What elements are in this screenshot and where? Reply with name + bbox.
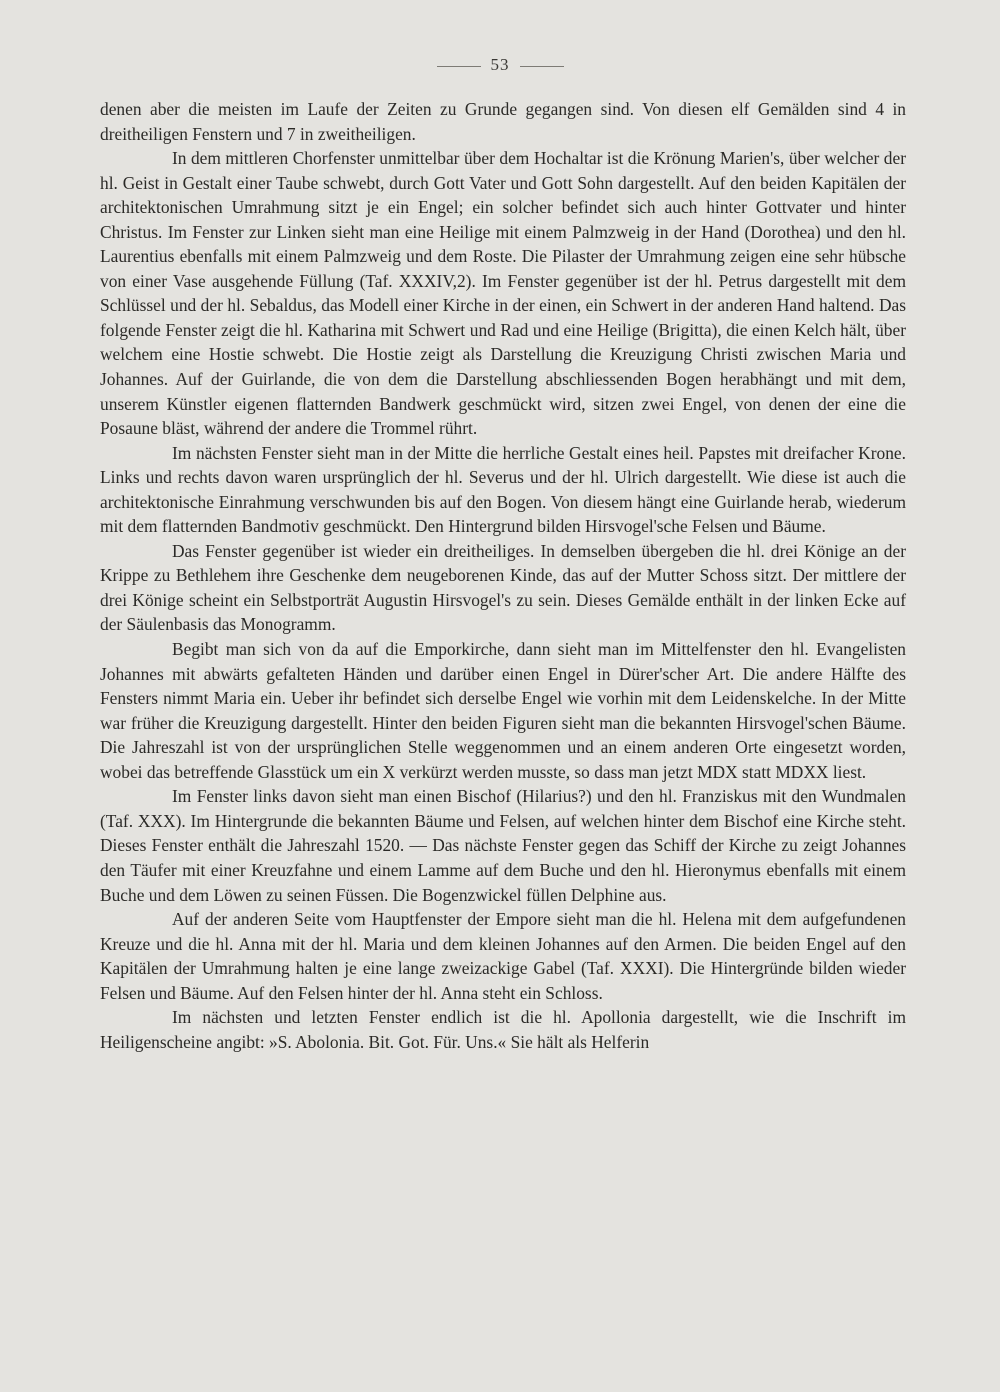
page-number: 53 (490, 55, 510, 74)
paragraph: Begibt man sich von da auf die Emporkirche, dann sieht man im Mittelfenster den hl. Evangelisten Johannes mit abwärts gefalteten Händen und darüber einen Engel in Dürer'scher Art. Die andere Hälfte des Fensters nimmt Maria ein. Ueber ihr befindet sich derselbe Engel wie vorhin mit dem Leidenskelche. In der Mitte war früher die Kreuzigung dargestellt. Hinter den beiden Figuren sieht man die bekannten Hirsvogel'schen Bäume. Die Jahreszahl ist von der ursprünglichen Stelle weggenommen und an einem anderen Orte eingesetzt worden, wobei das betreffende Glasstück um ein X verkürzt werden musste, so dass man jetzt MDX statt MDXX liest. (100, 639, 906, 782)
paragraph: denen aber die meisten im Laufe der Zeiten zu Grunde gegangen sind. Von diesen elf Gemälden sind 4 in dreitheiligen Fenstern und 7 in zweitheiligen. (100, 99, 906, 144)
paragraph: Das Fenster gegenüber ist wieder ein dreitheiliges. In demselben übergeben die hl. drei Könige an der Krippe zu Bethlehem ihre Geschenke dem neugeborenen Kinde, das auf der Mutter Schoss sitzt. Der mittlere der drei Könige scheint ein Selbstporträt Augustin Hirsvogel's zu sein. Dieses Gemälde enthält in der linken Ecke auf der Säulenbasis das Monogramm. (100, 540, 906, 635)
paragraph: Im nächsten Fenster sieht man in der Mitte die herrliche Gestalt eines heil. Papstes mit dreifacher Krone. Links und rechts davon waren ursprünglich der hl. Severus und der hl. Ulrich dargestellt. Wie diese ist auch die architektonische Einrahmung verschwunden bis auf den Bogen. Von diesem hängt eine Guirlande herab, wiederum mit dem flatternden Bandmotiv geschmückt. Den Hintergrund bilden Hirsvogel'sche Felsen und Bäume. (100, 442, 906, 537)
paragraph: Im nächsten und letzten Fenster endlich ist die hl. Apollonia dargestellt, wie die Inschrift im Heiligenscheine angibt: »S. Abolonia. Bit. Got. Für. Uns.« Sie hält als Helferin (100, 1007, 906, 1052)
paragraph: Im Fenster links davon sieht man einen Bischof (Hilarius?) und den hl. Franziskus mit den Wundmalen (Taf. XXX). Im Hintergrunde die bekannten Bäume und Felsen, auf welchen hinter dem Bischof eine Kirche steht. Dieses Fenster enthält die Jahreszahl 1520. — Das nächste Fenster gegen das Schiff der Kirche zu zeigt Johannes den Täufer mit einer Kreuzfahne und einem Lamme auf dem Buche und den hl. Hieronymus ebenfalls mit einem Buche und dem Löwen zu seinen Füssen. Die Bogenzwickel füllen Delphine aus. (100, 786, 906, 905)
paragraph: In dem mittleren Chorfenster unmittelbar über dem Hochaltar ist die Krönung Marien's, über welcher der hl. Geist in Gestalt einer Taube schwebt, durch Gott Vater und Gott Sohn dargestellt. Auf den beiden Kapitälen der architektonischen Umrahmung sitzt je ein Engel; ein solcher befindet sich auch hinter Gottvater und hinter Christus. Im Fenster zur Linken sieht man eine Heilige mit einem Palmzweig in der Hand (Dorothea) und den hl. Laurentius ebenfalls mit einem Palmzweig und dem Roste. Die Pilaster der Umrahmung zeigen eine sehr hübsche von einer Vase ausgehende Füllung (Taf. XXXIV,2). Im Fenster gegenüber ist der hl. Petrus dargestellt mit dem Schlüssel und der hl. Sebaldus, das Modell einer Kirche in der einen, ein Schwert in der anderen Hand haltend. Das folgende Fenster zeigt die hl. Katharina mit Schwert und Rad und eine Heilige (Brigitta), die einen Kelch hält, über welchem eine Hostie schwebt. Die Hostie zeigt als Darstellung die Kreuzigung Christi zwischen Maria und Johannes. Auf der Guirlande, die von dem die Darstellung abschliessenden Bogen herabhängt und mit dem, unserem Künstler eigenen flatternden Bandwerk geschmückt wird, sitzen zwei Engel, von denen der eine die Posaune bläst, während der andere die Trommel rührt. (100, 148, 906, 439)
body-text (100, 97, 906, 1054)
header-rule-left (437, 66, 481, 67)
page-header (0, 55, 1000, 75)
header-rule-right (520, 66, 564, 67)
paragraph: Auf der anderen Seite vom Hauptfenster der Empore sieht man die hl. Helena mit dem aufgefundenen Kreuze und die hl. Anna mit der hl. Maria und dem kleinen Johannes auf den Armen. Die beiden Engel auf den Kapitälen der Umrahmung halten je eine lange zweizackige Gabel (Taf. XXXI). Die Hintergründe bilden wieder Felsen und Bäume. Auf den Felsen hinter der hl. Anna steht ein Schloss. (100, 909, 906, 1003)
